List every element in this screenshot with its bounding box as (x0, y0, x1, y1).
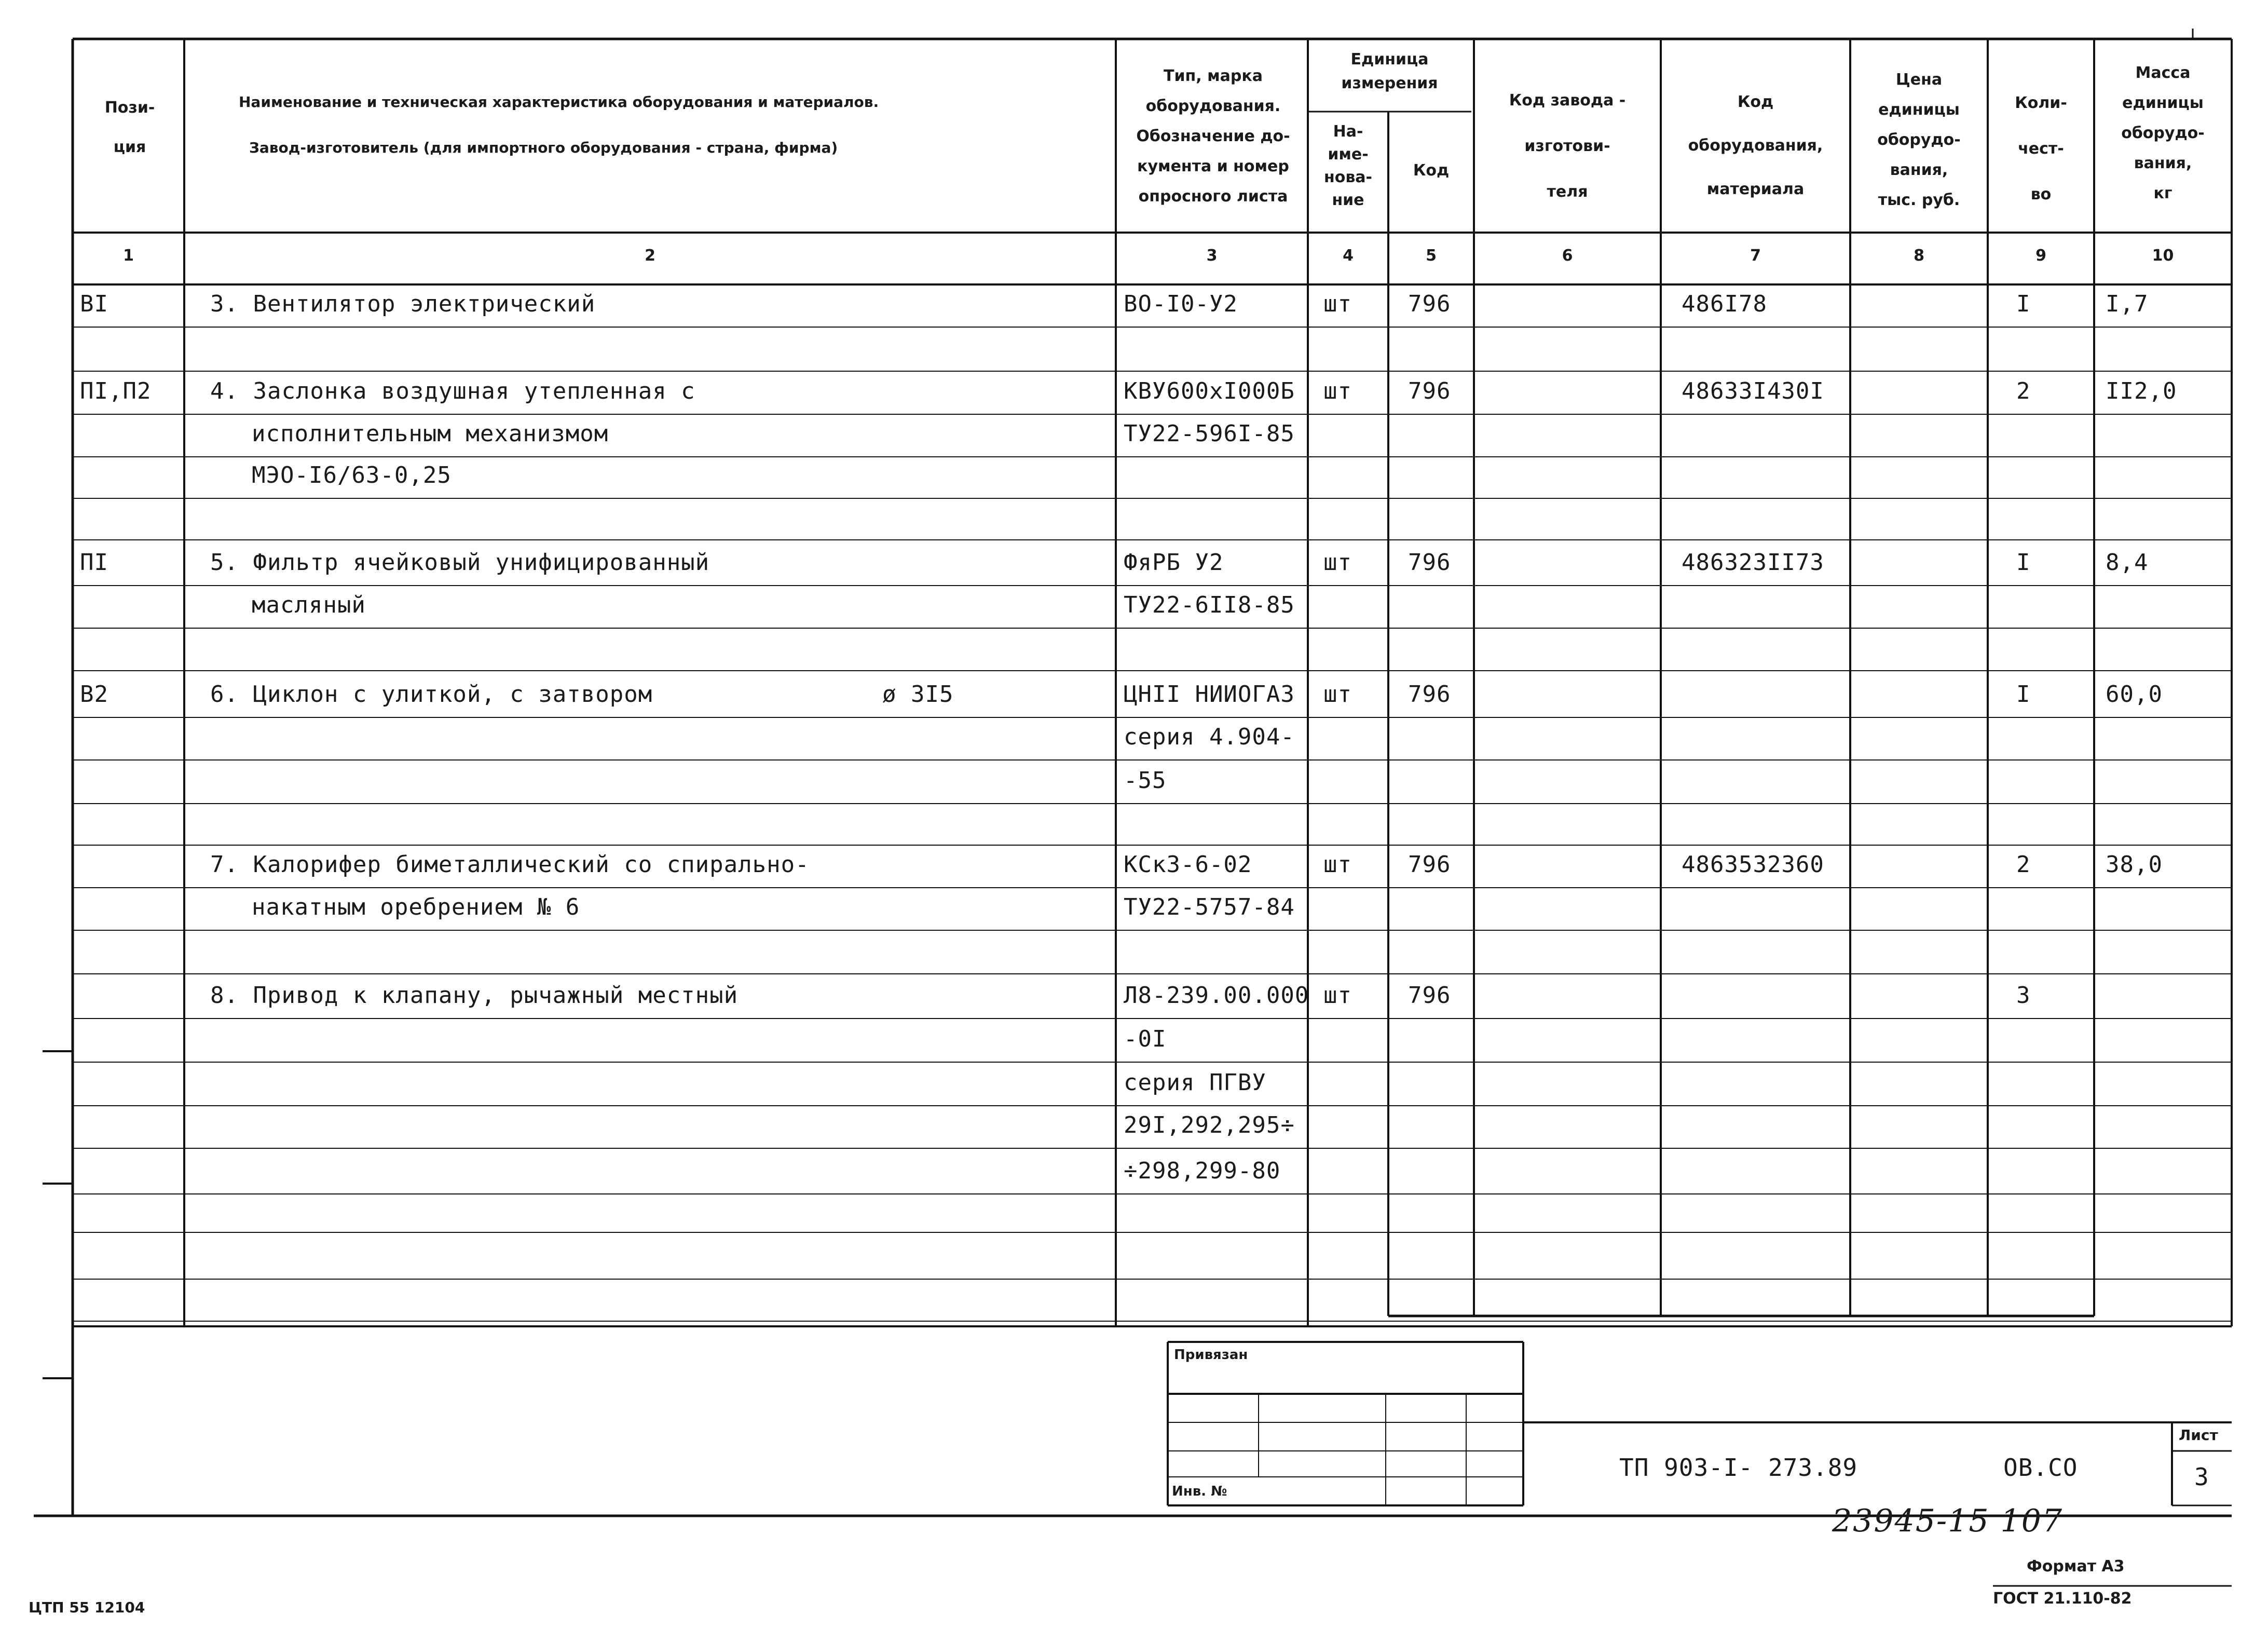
column-number: 2 (645, 247, 655, 265)
cell-type: BO-I0-У2 (1124, 291, 1238, 317)
cell-mass: 60,0 (2106, 681, 2163, 708)
cell-name: МЭО-I6/63-0,25 (252, 462, 452, 488)
cell-pos: ПI,П2 (80, 378, 152, 404)
header-col2-line1: Наименование и техническая характеристика оборудования и материалов. (239, 93, 879, 111)
cell-mass: 38,0 (2106, 851, 2163, 878)
cell-qty: 2 (2016, 851, 2031, 878)
cell-unit: шт (1323, 681, 1352, 708)
cell-qty: I (2016, 681, 2031, 708)
cell-type: -0I (1124, 1026, 1167, 1052)
cell-pos: B2 (80, 681, 108, 708)
footer-format: Формат А3 (2027, 1557, 2125, 1576)
cell-qty: 2 (2016, 378, 2031, 404)
header-col10: Масса единицы оборудо- вания, кг (2121, 64, 2205, 202)
cell-type: КВУ600xI000Б (1124, 378, 1295, 404)
cell-type: 29I,292,295÷ (1124, 1112, 1295, 1138)
handwritten-note: 23945-15 107 (1832, 1503, 2064, 1539)
cell-type: ТУ22-5757-84 (1124, 894, 1295, 920)
cell-type: ЦНII НИИОГАЗ (1124, 681, 1295, 708)
cell-name: накатным оребрением № 6 (252, 894, 580, 920)
header-col5: Код (1413, 161, 1450, 180)
cell-type: ТУ22-596I-85 (1124, 420, 1295, 447)
cell-type: ТУ22-6II8-85 (1124, 592, 1295, 618)
cell-code: 796 (1408, 982, 1451, 1009)
column-number: 4 (1343, 247, 1354, 265)
cell-type: -55 (1124, 767, 1167, 794)
stamp-project-code: ТП 903-I- 273.89 (1619, 1454, 1858, 1482)
column-number: 3 (1206, 247, 1218, 265)
header-col9: Коли- чест- во (2015, 94, 2067, 203)
stamp-sheet-label: Лист (2179, 1427, 2218, 1444)
cell-code: 796 (1408, 851, 1451, 878)
cell-name: 3. Вентилятор электрический (210, 291, 596, 317)
cell-eq-code: 48633I430I (1682, 378, 1824, 404)
cell-name: 8. Привод к клапану, рычажный местный (210, 982, 739, 1009)
cell-name-extra: ø 3I5 (882, 681, 954, 708)
cell-unit: шт (1323, 982, 1352, 1009)
header-col1: Пози- ция (104, 99, 155, 156)
stamp-inv-label: Инв. № (1172, 1484, 1227, 1499)
cell-unit: шт (1323, 851, 1352, 878)
cell-type: серия ПГВУ (1124, 1069, 1266, 1096)
column-number: 5 (1426, 247, 1437, 265)
column-number: 9 (2035, 247, 2046, 265)
cell-name: 4. Заслонка воздушная утепленная с (210, 378, 695, 404)
cell-pos: ПI (80, 549, 108, 576)
footer-gost: ГОСТ 21.110-82 (1993, 1590, 2132, 1608)
cell-mass: I,7 (2106, 291, 2149, 317)
cell-name: 6. Циклон с улиткой, с затвором (210, 681, 653, 708)
cell-type: Л8-239.00.000 (1124, 982, 1309, 1009)
cell-unit: шт (1323, 291, 1352, 317)
column-number: 8 (1914, 247, 1924, 265)
header-col3: Тип, марка оборудования. Обозначение до- кумента и номер опросного листа (1136, 67, 1290, 206)
cell-type: КСк3-6-02 (1124, 851, 1252, 878)
cell-qty: I (2016, 549, 2031, 576)
cell-eq-code: 4863532360 (1682, 851, 1824, 878)
cell-qty: 3 (2016, 982, 2031, 1009)
column-number: 7 (1750, 247, 1761, 265)
cell-mass: II2,0 (2106, 378, 2177, 404)
header-unit-group: Единица измерения (1341, 50, 1438, 92)
cell-unit: шт (1323, 378, 1352, 404)
cell-code: 796 (1408, 291, 1451, 317)
cell-name: исполнительным механизмом (252, 420, 609, 447)
cell-qty: I (2016, 291, 2031, 317)
cell-name: 5. Фильтр ячейковый унифицированный (210, 549, 710, 576)
footer-left-code: ЦТП 55 12104 (29, 1599, 145, 1616)
header-col8: Цена единицы оборудо- вания, тыс. руб. (1877, 71, 1961, 209)
cell-unit: шт (1323, 549, 1352, 576)
cell-type: серия 4.904- (1124, 724, 1295, 750)
header-col2-line2: Завод-изготовитель (для импортного оборудования - страна, фирма) (249, 139, 838, 156)
column-number: 1 (123, 247, 134, 265)
stamp-section-code: ОВ.СО (2003, 1454, 2078, 1482)
header-col7: Код оборудования, материала (1688, 93, 1823, 198)
cell-type: ФяРБ У2 (1124, 549, 1224, 576)
cell-name: 7. Калорифер биметаллический со спирально- (210, 851, 810, 878)
cell-eq-code: 486I78 (1682, 291, 1767, 317)
stamp-sheet-number: 3 (2194, 1463, 2209, 1491)
cell-name: масляный (252, 592, 366, 618)
header-col6: Код завода - изготови- теля (1509, 91, 1626, 201)
column-number: 6 (1562, 247, 1573, 265)
column-number: 10 (2152, 247, 2174, 265)
cell-mass: 8,4 (2106, 549, 2149, 576)
cell-pos: BI (80, 291, 108, 317)
cell-eq-code: 486323II73 (1682, 549, 1824, 576)
cell-code: 796 (1408, 681, 1451, 708)
header-col4: На- име- нова- ние (1323, 123, 1373, 209)
cell-type: ÷298,299-80 (1124, 1158, 1281, 1184)
cell-code: 796 (1408, 549, 1451, 576)
cell-code: 796 (1408, 378, 1451, 404)
stamp-bound-label: Привязан (1174, 1347, 1248, 1363)
